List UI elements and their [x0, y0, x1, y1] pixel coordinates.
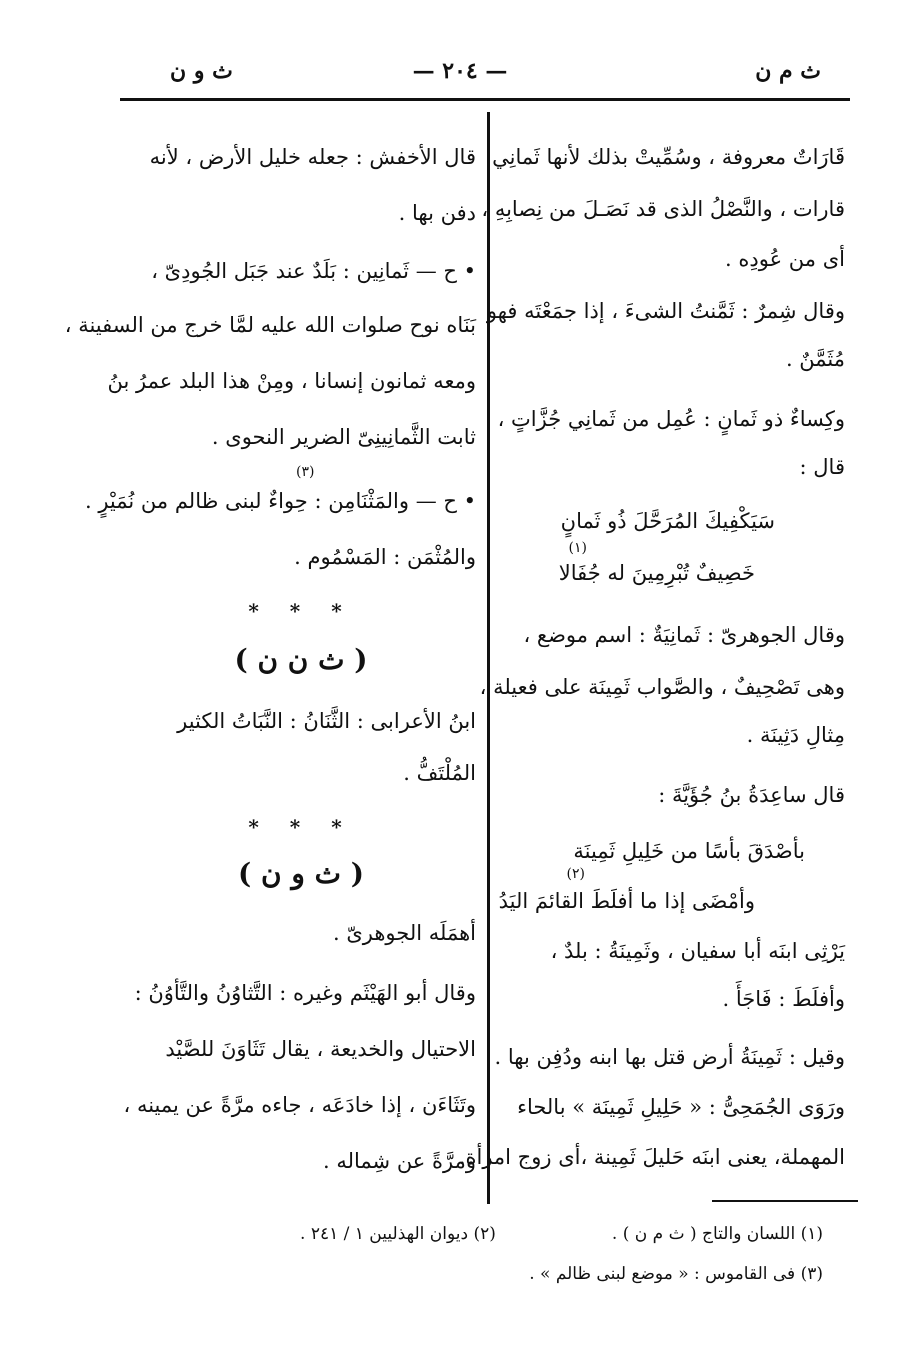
header-rule — [120, 98, 850, 101]
text-line: مِثالِ دَثِينَة . — [746, 723, 845, 747]
footnote-rule — [712, 1200, 858, 1202]
section-heading: ( ث ن ن ) — [234, 643, 368, 676]
text-line: أهمَلَه الجوهرىّ . — [332, 921, 476, 945]
column-divider — [487, 112, 490, 1204]
text-line: المُلْتَفُّ . — [403, 761, 476, 785]
text-line: • ح — ثَمانِين : بَلَدٌ عند جَبَل الجُودِىّ ، — [151, 259, 476, 283]
text-line: قال ساعِدَةُ بنُ جُؤَيَّةَ : — [658, 783, 845, 807]
text-line: قال الأخفش : جعله خليل الأرض ، لأنه — [149, 145, 476, 169]
section-separator: * * * — [248, 599, 354, 623]
verse-line: بأصْدَقَ بأسًا من خَلِيلِ ثَمِينَة — [573, 839, 805, 863]
text-line: والمُثْمَن : المَسْمُوم . — [294, 545, 476, 569]
text-line: وتَثَاءَن ، إذا خادَعَه ، جاءه مرَّةً عن يمينه ، — [123, 1093, 476, 1117]
text-line: وأفلَطَ : فَاجَأَ . — [722, 987, 845, 1011]
text-line: وهى تَصْحِيفٌ ، والصَّواب ثَمِينَة على فعيلة ، — [479, 675, 845, 699]
footnote-1: (١) اللسان والتاج ( ث م ن ) . — [611, 1224, 823, 1244]
text-line: • ح — والمَثْنَامِن : حِواءٌ لبنى ظالم من نُمَيْرٍ . — [84, 489, 476, 513]
verse-line: سَيَكْفِيكَ المُرَحَّلَ ذُو ثَمانٍ — [560, 509, 775, 533]
text-line: وقال شِمرٌ : ثَمَّنتُ الشىءَ ، إذا جمَعْتَه فهو — [486, 299, 845, 323]
text-line: الاحتيال والخديعة ، يقال تَثَاوَنَ للصَّيْد — [165, 1037, 476, 1061]
section-separator: * * * — [248, 815, 354, 839]
text-line: بَنَاه نوح صلوات الله عليه لمَّا خرج من السفينة ، — [64, 313, 476, 337]
footnote-2: (٢) ديوان الهذليين ١ / ٢٤١ . — [300, 1224, 496, 1244]
text-line: قارات ، والنَّصْلُ الذى قد نَصَـلَ من نِصابِهِ ، — [481, 197, 845, 221]
text-line: قال : — [799, 455, 845, 479]
header-root-left: ث و ن — [170, 58, 233, 84]
text-line: قَارَاتٌ معروفة ، وسُمِّيتْ بذلك لأنها ثَمانِي — [492, 145, 845, 169]
text-line: ومرَّةً عن شِماله . — [323, 1149, 476, 1173]
text-line: وقال الجوهرىّ : ثَمانِيَةٌ : اسم موضع ، — [523, 623, 845, 647]
text-line: ومعه ثمانون إنسانا ، ومِنْ هذا البلد عمرُ بنُ — [107, 369, 476, 393]
verse-line: وأمْضَى إذا ما أفلَطَ القائمَ اليَدُ — [498, 889, 755, 913]
text-line: يَرْثِى ابنَه أبا سفيان ، وثَمِينَةُ : بلدٌ ، — [550, 939, 845, 963]
text-line: وقال أبو الهَيْثَم وغيره : التَّثاوُنُ والتَّأوُنُ : — [134, 981, 476, 1005]
footnote-ref: (٢) — [566, 866, 585, 882]
text-line: ورَوَى الجُمَحِىُّ : « حَلِيلِ ثَمِينَة » بالحاء — [517, 1095, 845, 1119]
page-number: — ٢٠٤ — — [412, 58, 508, 84]
footnote-ref: (١) — [568, 540, 587, 556]
section-heading: ( ث و ن ) — [238, 857, 364, 890]
text-line: دفن بها . — [398, 201, 476, 225]
text-line: أى من عُودِه . — [725, 247, 845, 271]
footnote-3: (٣) فى القاموس : « موضع لبنى ظالم » . — [529, 1264, 823, 1284]
text-line: ابنُ الأعرابى : الثَّنَانُ : النَّبَاتُ الكثير — [177, 709, 476, 733]
text-line: مُثَمَّنٌ . — [785, 347, 845, 371]
footnote-ref: (٣) — [296, 464, 315, 480]
text-line: وكِساءٌ ذو ثَمانٍ : عُمِل من ثَمانِي جُزَّاتٍ ، — [497, 407, 845, 431]
header-root-right: ث م ن — [755, 58, 821, 84]
text-line: ثابت الثَّمانِينِىّ الضرير النحوى . — [211, 425, 476, 449]
verse-line: خَصِيفٌ تُبْرِمِينَ له جُفَالا — [558, 561, 755, 585]
text-line: المهملة، يعنى ابنَه حَليلَ ثَمِينة ،أى زوج امرأة. — [458, 1145, 845, 1169]
text-line: وقيل : ثَمِينَةُ أرض قتل بها ابنه ودُفِن بها . — [494, 1045, 845, 1069]
